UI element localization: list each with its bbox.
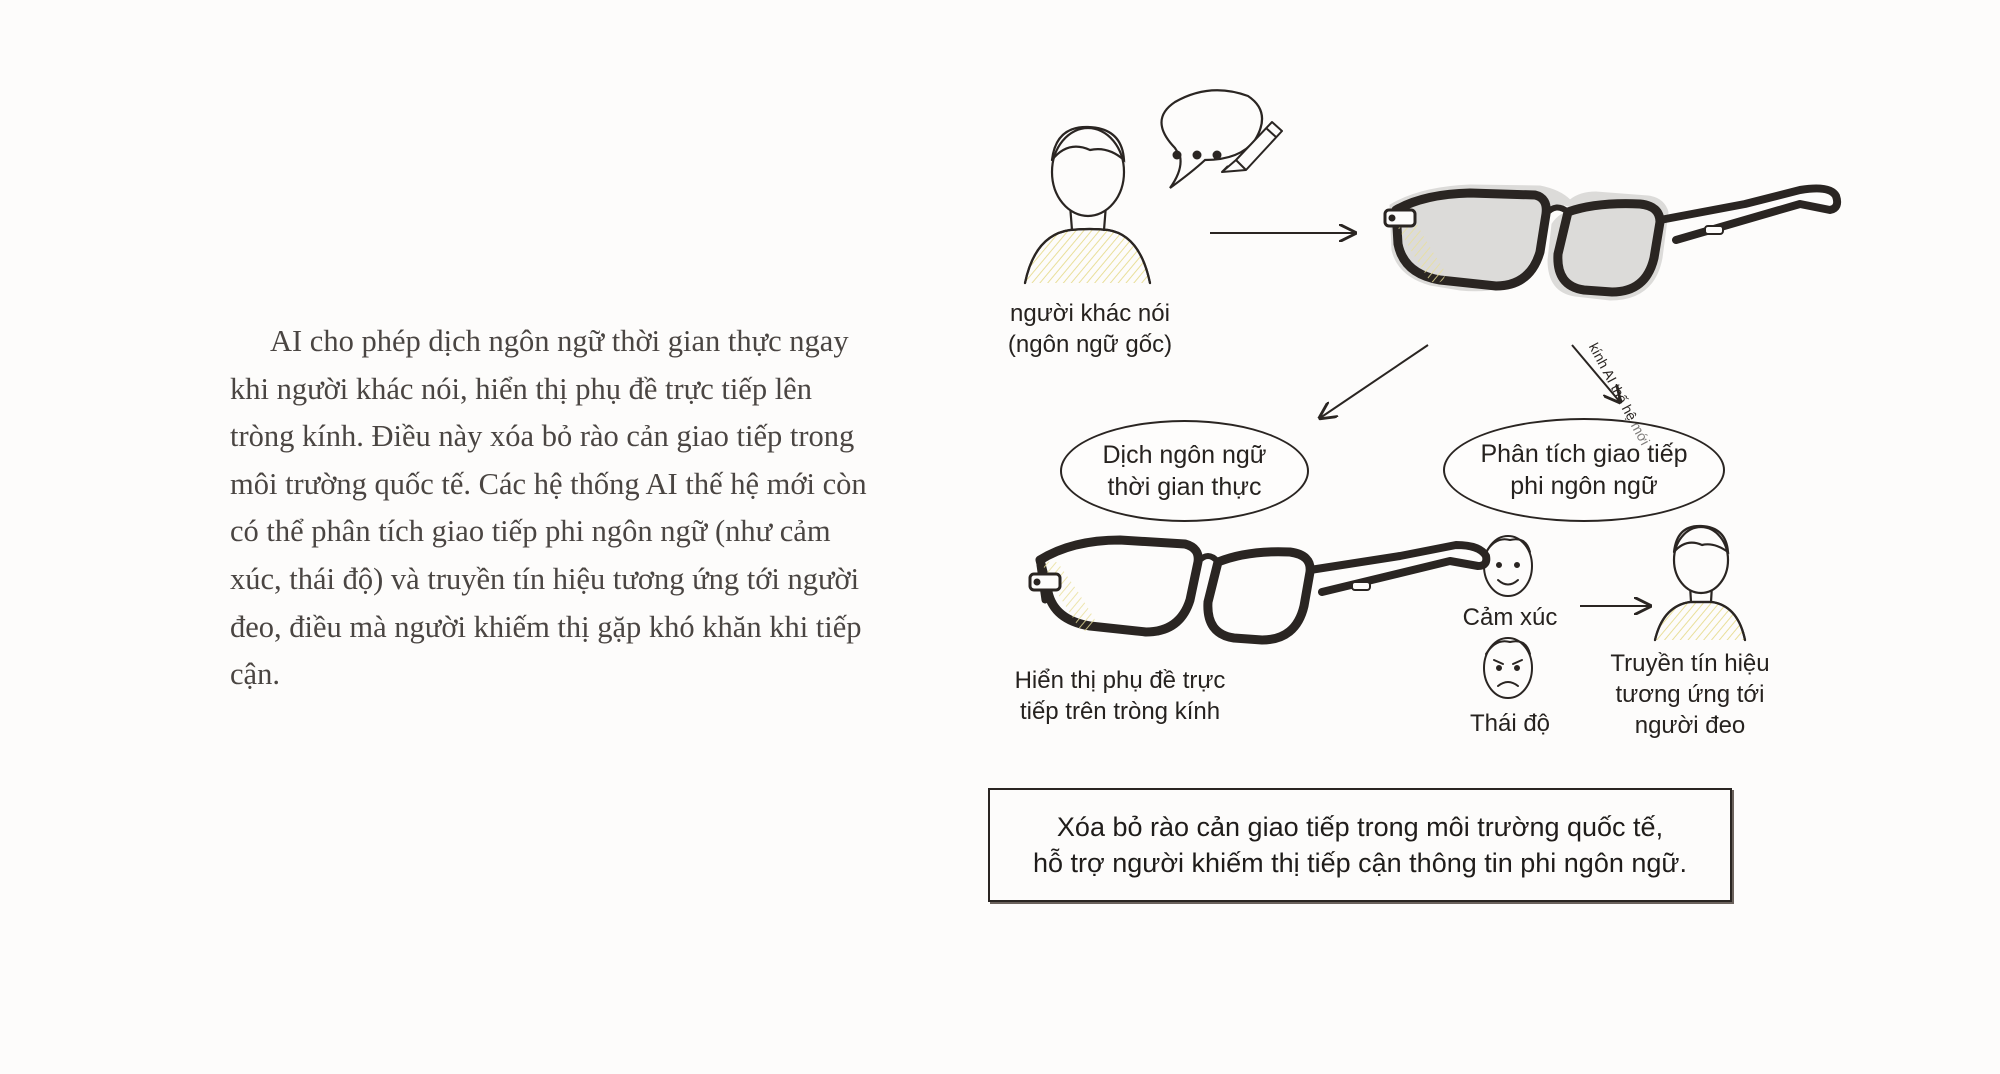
ellipsis-dots: [1173, 151, 1222, 160]
analysis-bubble: Phân tích giao tiếp phi ngôn ngữ: [1443, 418, 1725, 522]
intro-paragraph: AI cho phép dịch ngôn ngữ thời gian thực ngay khi người khác nói, hiển thị phụ đề trực tiếp lên tròng kính. Điều này xóa bỏ rào cản giao tiếp trong môi trường quốc tế. Các hệ thống AI thế hệ mới còn có thể phân tích giao tiếp phi ngôn ngữ (như cảm xúc, thái độ) và truyền tín hiệu tương ứng tới người đeo, điều mà người khiếm thị gặp khó khăn khi tiếp cận.: [230, 324, 867, 692]
summary-box: [988, 788, 1732, 902]
smiling-face-icon: [1484, 536, 1532, 596]
speaker-label: người khác nói (ngôn ngữ gốc): [1007, 300, 1173, 358]
speaker-person-icon: [1025, 127, 1150, 283]
arrow-to-translation: [1320, 345, 1428, 418]
emotion-label: Cảm xúc: [1462, 604, 1558, 631]
translation-bubble: Dịch ngôn ngữ thời gian thực: [1060, 420, 1309, 522]
subtitle-glasses-icon: [1030, 540, 1486, 640]
summary-line-1: Xóa bỏ rào cản giao tiếp trong môi trường quốc tế,: [1056, 812, 1664, 842]
summary-line-2: hỗ trợ người khiếm thị tiếp cận thông tin phi ngôn ngữ.: [1033, 848, 1687, 878]
wearer-person-icon: [1655, 526, 1745, 640]
subtitle-label: Hiển thị phụ đề trực tiếp trên tròng kính: [1014, 667, 1226, 725]
glasses-label: kính AI thế hệ mới: [1585, 340, 1654, 448]
signal-label: Truyền tín hiệu tương ứng tới người đeo: [1610, 650, 1770, 739]
attitude-label: Thái độ: [1469, 710, 1551, 737]
pencil-icon: [1222, 122, 1282, 172]
smart-glasses-icon: [1385, 185, 1837, 300]
speech-bubble-icon: [1162, 90, 1263, 188]
frowning-face-icon: [1484, 638, 1532, 698]
